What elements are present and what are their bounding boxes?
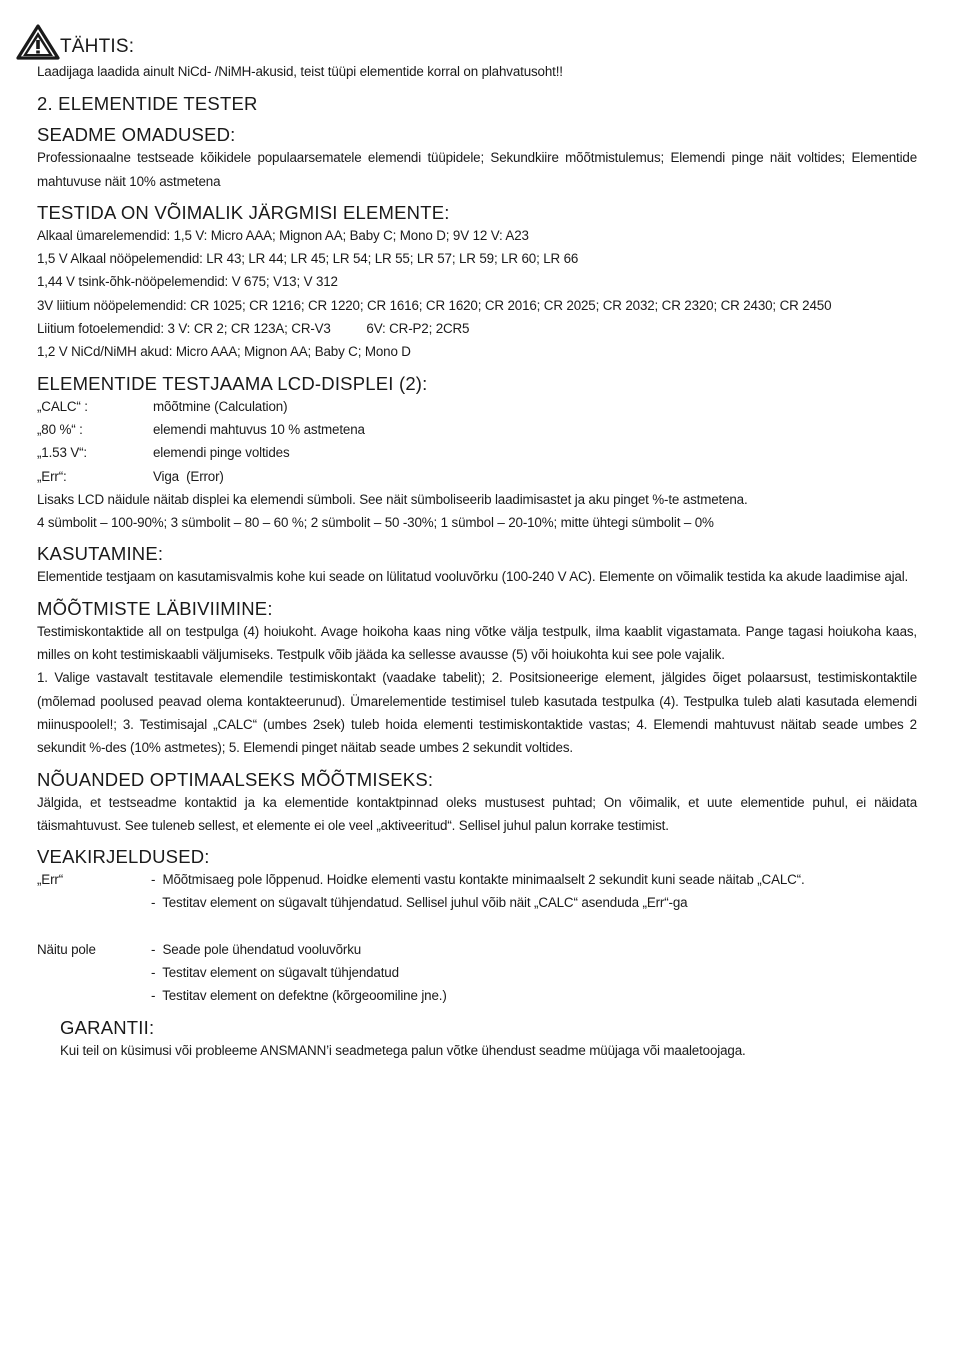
measuring-heading: MÕÕTMISTE LÄBIVIIMINE: (37, 597, 273, 619)
lcd-row (37, 418, 917, 441)
features-heading: SEADME OMADUSED: (37, 124, 236, 146)
usage-heading: KASUTAMINE: (37, 543, 164, 565)
err-items (151, 868, 917, 915)
none-item: - Seade pole ühendatud vooluvõrku (151, 941, 362, 957)
testable-line: Alkaal ümarelemendid: 1,5 V: Micro AAA; Mignon AA; Baby C; Mono D; 9V 12 V: A23 (37, 227, 529, 243)
section-title: 2. ELEMENTIDE TESTER (37, 93, 258, 115)
measuring-text-2: 1. Valige vastavalt testitavale elemendile testimiskontakt (vaadake tabelit); 2. Positsioneerige element, jälgides õiget polaarsust, testimiskontaktile (mõlemad poolused peavad olema kontakteerunud). Ümarelementide testimisel tuleb kasutada testpulka (4). Testpulka tuleb alati kasutada elemendi miinuspoolel!; 3. Testimisajal „CALC“ (umbes 2sek) tuleb hoida elementi testimiskontaktide vastas; 4. Elemendi mahtuvust näitab seade umbes 2 sekundit %-des (10% astmetes); 5. Elemendi pinget näitab seade umbes 2 sekundit voltides. (37, 670, 917, 756)
features-text: Professionaalne testseade kõikidele populaarsematele elemendi tüüpidele; Sekundkiire mõõtmistulemus; Elemendi pinge näit voltides; Elementide mahtuvuse näit 10% astmetena (37, 150, 917, 189)
troubleshooting-heading: VEAKIRJELDUSED: (37, 846, 210, 868)
warning-header (16, 24, 917, 60)
lcd-heading: ELEMENTIDE TESTJAAMA LCD-DISPLEI (2): (37, 372, 428, 394)
lcd-row (37, 441, 917, 464)
testable-line: 3V liitium nööpelemendid: CR 1025; CR 1216; CR 1220; CR 1616; CR 1620; CR 2016; CR 2025; CR 2032; CR 2320; CR 2430; CR 2450 (37, 297, 832, 313)
err-item: - Testitav element on sügavalt tühjendatud. Sellisel juhul võib näit „CALC“ asenduda „Err“-ga (151, 895, 688, 911)
warranty-text: Kui teil on küsimusi või probleeme ANSMANN’i seadmetega palun võtke ühendust seadme müüjaga või maaletoojaga. (60, 1042, 746, 1058)
testable-line: Liitium fotoelemendid: 3 V: CR 2; CR 123A; CR-V3 6V: CR-P2; 2CR5 (37, 321, 470, 337)
lcd-key: „1.53 V“: (37, 445, 88, 461)
lcd-extra-text: Lisaks LCD näidule näitab displei ka elemendi sümboli. See näit sümboliseerib laadimisastet ja aku pinget %-te astmetena. (37, 491, 748, 507)
advice-heading: NÕUANDED OPTIMAALSEKS MÕÕTMISEKS: (37, 768, 434, 790)
err-row (37, 868, 917, 915)
warning-title: TÄHTIS: (60, 36, 135, 57)
lcd-row (37, 465, 917, 488)
testable-heading: TESTIDA ON VÕIMALIK JÄRGMISI ELEMENTE: (37, 201, 450, 223)
warranty-heading: GARANTII: (60, 1016, 155, 1038)
none-item: - Testitav element on sügavalt tühjendatud (151, 965, 399, 981)
err-key: „Err“ (37, 872, 64, 888)
lcd-value: mõõtmine (Calculation) (153, 398, 288, 414)
lcd-value: elemendi mahtuvus 10 % astmetena (153, 421, 365, 437)
none-key: Näitu pole (37, 941, 96, 957)
document-page (37, 24, 917, 1062)
usage-text: Elementide testjaam on kasutamisvalmis kohe kui seade on lülitatud vooluvõrku (100-240 V AC). Elemente on võimalik testida ka akude laadimise ajal. (37, 569, 909, 585)
advice-text: Jälgida, et testseadme kontaktid ja ka elementide kontaktpinnad oleks mustusest puhtad; On võimalik, et uute elementide puhul, ei näidata täismahtuvust. See tuleneb sellest, et elemente ei ole veel „aktiveeritud“. Sellisel juhul palun korrake testimist. (37, 794, 917, 833)
err-item: - Mõõtmisaeg pole lõppenud. Hoidke elementi vastu kontakte minimaalselt 2 sekundit kuni seade näitab „CALC“. (151, 872, 805, 888)
measuring-text-1: Testimiskontaktide all on testpulga (4) hoiukoht. Avage hoikoha kaas ning võtke välja testpulk, ilma kaablit vigastamata. Pange tagasi hoiukoha kaas, milles on koht testimiskaabli väljumiseks. Testpulk võib jääda ka sellesse avausse (5) või hoiukohta kui see pole vajalik. (37, 623, 917, 663)
lcd-value: Viga (Error) (153, 468, 224, 484)
lcd-key: „80 %“ : (37, 421, 83, 437)
lcd-key: „Err“: (37, 468, 67, 484)
none-items (151, 938, 917, 1008)
lcd-value: elemendi pinge voltides (153, 445, 290, 461)
lcd-row (37, 395, 917, 418)
spacer (37, 915, 917, 938)
testable-line: 1,44 V tsink-õhk-nööpelemendid: V 675; V13; V 312 (37, 274, 338, 290)
none-row (37, 938, 917, 1008)
testable-list (37, 224, 917, 364)
none-item: - Testitav element on defektne (kõrgeoomiline jne.) (151, 988, 447, 1004)
warning-text: Laadijaga laadida ainult NiCd- /NiMH-akusid, teist tüüpi elementide korral on plahvatusoht!! (37, 64, 563, 79)
lcd-table (37, 395, 917, 488)
testable-line: 1,5 V Alkaal nööpelemendid: LR 43; LR 44; LR 45; LR 54; LR 55; LR 57; LR 59; LR 60; LR 66 (37, 251, 579, 267)
lcd-key: „CALC“ : (37, 398, 88, 414)
warning-triangle-icon (16, 24, 60, 60)
warranty-section (60, 1017, 917, 1062)
lcd-symbols-text: 4 sümbolit – 100-90%; 3 sümbolit – 80 – 60 %; 2 sümbolit – 50 -30%; 1 sümbol – 20-10%; mitte ühtegi sümbolit – 0% (37, 515, 714, 531)
testable-line: 1,2 V NiCd/NiMH akud: Micro AAA; Mignon AA; Baby C; Mono D (37, 344, 411, 360)
